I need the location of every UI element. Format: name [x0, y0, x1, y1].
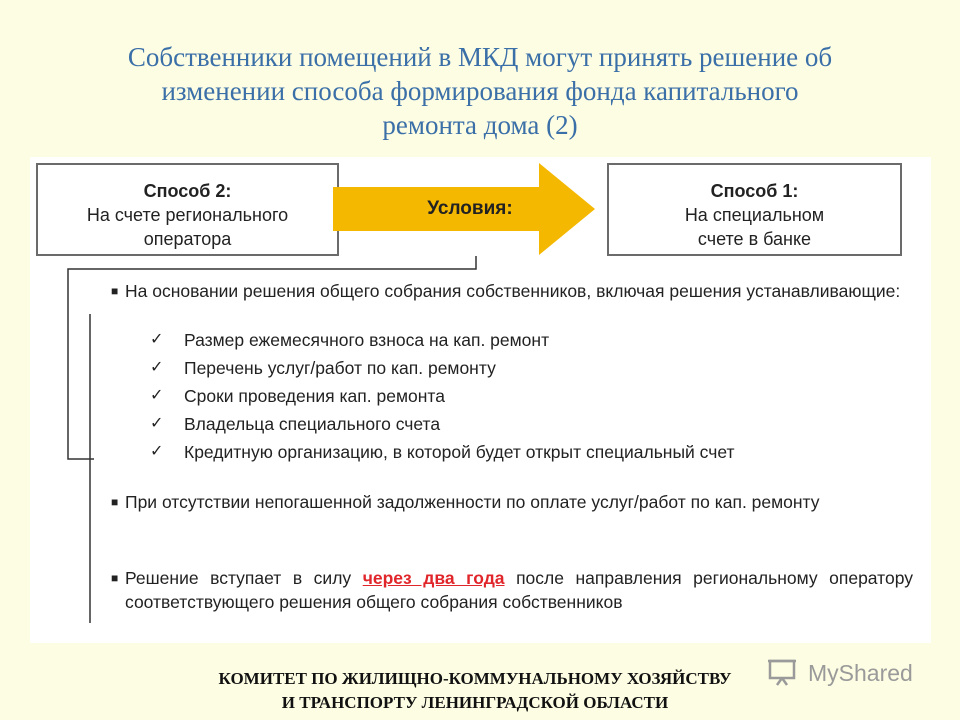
checkmark-icon: ✓ — [150, 387, 164, 404]
check-item — [150, 382, 930, 410]
decision-checklist — [150, 326, 930, 466]
method-1-line-2: счете в банке — [697, 229, 812, 249]
check-item-text: Перечень услуг/работ по кап. ремонту — [184, 358, 496, 378]
check-item — [150, 354, 930, 382]
method-2-line-1: На счете регионального — [86, 205, 289, 225]
checkmark-icon: ✓ — [150, 359, 164, 376]
check-item — [150, 410, 930, 438]
presentation-icon — [768, 658, 800, 686]
condition-item-1-text: На основании решения общего собрания собственников, включая решения устанавливающие: — [125, 281, 901, 301]
title-line-1: Собственники помещений в МКД могут принять решение об — [127, 42, 833, 72]
bullet-icon: ■ — [111, 571, 119, 585]
check-item-text: Владельца специального счета — [184, 414, 441, 434]
footer-line-2: И ТРАНСПОРТУ ЛЕНИНГРАДСКОЙ ОБЛАСТИ — [281, 693, 669, 712]
checkmark-icon: ✓ — [150, 415, 164, 432]
condition-item-3-highlight: через два года — [362, 568, 505, 588]
condition-item-3-post: после направления региональному оператору соответствующего решения общего собрания собственников — [125, 568, 913, 612]
footer-line-1: КОМИТЕТ ПО ЖИЛИЩНО-КОММУНАЛЬНОМУ ХОЗЯЙСТВУ — [218, 669, 732, 688]
condition-item-3 — [111, 566, 913, 614]
method-2-line-2: оператора — [143, 229, 232, 249]
footer-organization — [170, 667, 780, 715]
method-1-line-1: На специальном — [684, 205, 825, 225]
slide-title — [40, 40, 920, 142]
check-item — [150, 326, 930, 354]
method-1-box — [607, 163, 902, 256]
condition-item-2-text: При отсутствии непогашенной задолженности по оплате услуг/работ по кап. ремонту — [125, 492, 820, 512]
watermark-text: MyShared — [808, 660, 913, 686]
condition-item-1 — [111, 279, 913, 303]
bullet-icon: ■ — [111, 284, 119, 298]
check-item-text: Кредитную организацию, в которой будет открыт специальный счет — [184, 442, 735, 462]
checkmark-icon: ✓ — [150, 443, 164, 460]
bullet-icon: ■ — [111, 495, 119, 509]
check-item — [150, 438, 930, 466]
check-item-text: Сроки проведения кап. ремонта — [184, 386, 445, 406]
content-panel — [30, 157, 931, 643]
conditions-label: Условия: — [427, 198, 513, 219]
condition-item-3-pre: Решение вступает в силу — [125, 568, 352, 588]
check-item-text: Размер ежемесячного взноса на кап. ремонт — [184, 330, 550, 350]
method-2-heading: Способ 2: — [143, 181, 232, 201]
method-2-box — [36, 163, 339, 256]
watermark — [768, 657, 938, 689]
method-1-heading: Способ 1: — [710, 181, 799, 201]
checkmark-icon: ✓ — [150, 331, 164, 348]
title-line-3: ремонта дома (2) — [382, 110, 578, 140]
condition-item-2 — [111, 490, 913, 514]
title-line-2: изменении способа формирования фонда капитального — [161, 76, 799, 106]
